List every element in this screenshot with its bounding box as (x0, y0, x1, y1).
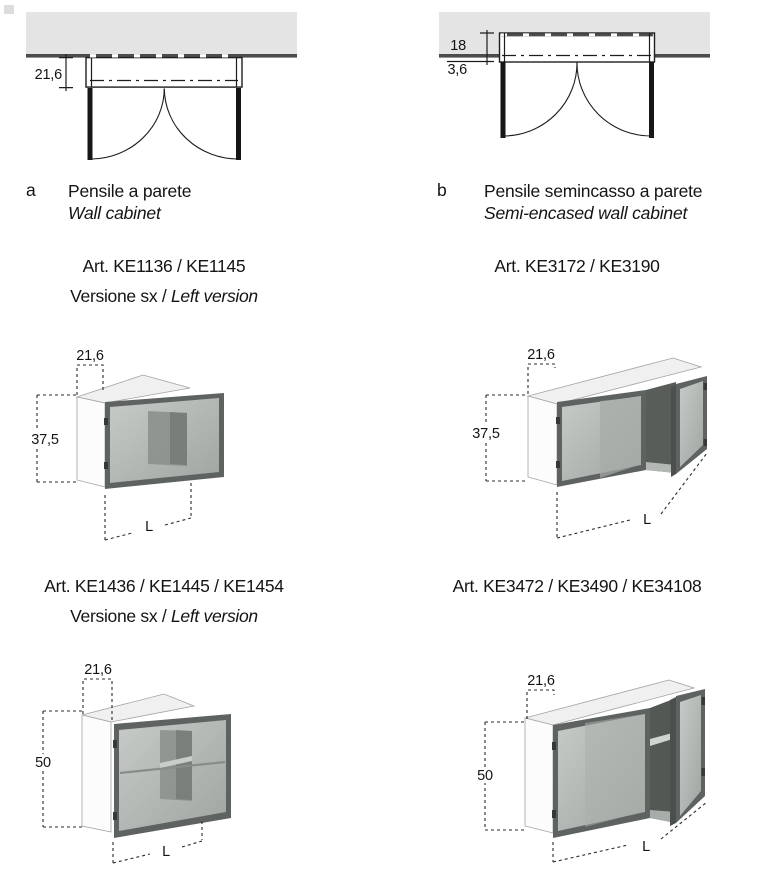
door-leaf-left (501, 62, 506, 138)
figure-cabinet-3 (20, 650, 320, 890)
article-code-1: Art. KE1136 / KE1145 (82, 256, 246, 276)
plan-diagram-a (26, 12, 297, 160)
door-swing-arc-right (164, 89, 238, 160)
dim-height-label: 37,5 (31, 432, 59, 448)
hinge-icon (113, 740, 117, 748)
hinge-icon (104, 418, 108, 425)
hinge-icon (556, 417, 560, 424)
hinge-icon (702, 697, 706, 705)
dim-depth-label: 21,6 (527, 673, 555, 689)
door-swing-arc-right (577, 63, 652, 137)
section-title-a (68, 180, 191, 224)
figure-cabinet-1 (20, 335, 320, 550)
version-note-1 (14, 286, 314, 307)
hinge-icon (552, 810, 556, 818)
version-note-3 (14, 606, 314, 627)
dim-height-label: 37,5 (472, 426, 500, 442)
cabinet-plan-outline (500, 33, 655, 62)
cabinet-side-panel (77, 397, 105, 487)
dim-depth-label: 21,6 (527, 347, 555, 363)
version-note-3-italian: Versione sx / (70, 606, 171, 626)
plan-diagrams (0, 0, 761, 170)
hinge-icon (552, 742, 556, 750)
section-title-a-italian: Pensile a parete (68, 181, 192, 201)
door-swing-arc-left (503, 63, 577, 137)
dim-length-label: L (642, 839, 650, 855)
door-swing-arc-left (92, 89, 164, 160)
article-code-3: Art. KE1436 / KE1445 / KE1454 (44, 576, 284, 596)
section-title-b-italian: Pensile semincasso a parete (484, 181, 703, 201)
section-title-b (484, 180, 702, 224)
hinge-icon (556, 461, 560, 468)
hinge-icon (113, 812, 117, 820)
section-title-a-english: Wall cabinet (68, 203, 161, 223)
hinge-icon (704, 383, 708, 390)
hinge-icon (104, 462, 108, 469)
dim-depth-label: 21,6 (34, 67, 62, 83)
dim-depth-label: 21,6 (76, 348, 104, 364)
interior-through-glass (600, 397, 641, 478)
figure-cabinet-4 (430, 650, 761, 890)
cabinet-side-panel (528, 396, 557, 485)
door-leaf-right (236, 88, 241, 160)
hinge-icon (702, 768, 706, 776)
door-leaf-left (88, 88, 93, 160)
page-corner-artifact (4, 5, 14, 14)
section-key-b: b (437, 180, 447, 200)
cabinet-side-panel (82, 715, 111, 832)
dim-depth-label: 21,6 (84, 662, 112, 678)
section-key-a: a (26, 180, 36, 200)
version-note-1-english: Left version (170, 286, 258, 306)
dim-length-label: L (145, 519, 153, 535)
wall-surface-line-left (439, 54, 500, 58)
dim-overhang-label: 3,6 (447, 62, 467, 78)
dim-bracket-depth (528, 364, 555, 394)
cabinet-top-face (82, 694, 194, 722)
version-note-3-english: Left version (170, 606, 258, 626)
door-leaf-right (649, 62, 654, 138)
dim-length-label: L (162, 844, 170, 860)
open-door-edge (671, 385, 676, 477)
plan-diagram-b (439, 12, 710, 138)
article-code-4: Art. KE3472 / KE3490 / KE34108 (452, 576, 702, 596)
interior-through-glass (585, 714, 645, 827)
dim-height-label: 50 (477, 768, 493, 784)
section-title-b-english: Semi-encased wall cabinet (484, 203, 688, 223)
dim-length-label: L (643, 512, 651, 528)
figure-cabinet-2 (440, 335, 760, 550)
wall-band (26, 12, 297, 54)
dim-recess-label: 18 (450, 38, 466, 54)
version-note-1-italian: Versione sx / (70, 286, 171, 306)
wall-surface-line-right (654, 54, 710, 58)
open-door-edge (670, 697, 676, 826)
article-code-2: Art. KE3172 / KE3190 (494, 256, 660, 276)
cabinet-side-panel (525, 718, 553, 833)
dim-height-label: 50 (35, 755, 51, 771)
interior-side-shadow (170, 412, 187, 465)
cabinet-plan-outline (86, 58, 242, 88)
hinge-icon (704, 439, 708, 446)
